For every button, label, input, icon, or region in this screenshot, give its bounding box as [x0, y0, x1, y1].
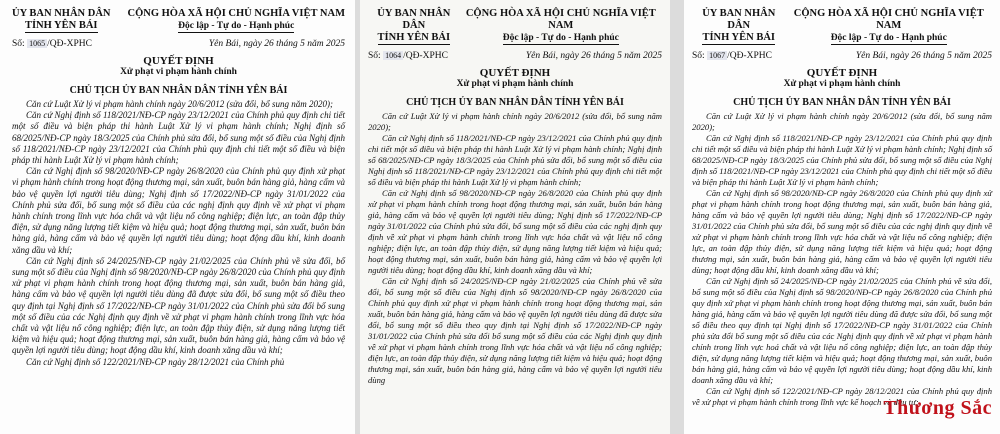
legal-basis-paragraph: Căn cứ Nghị định số 98/2020/NĐ-CP ngày 26/8/2020 của Chính phủ quy định xử phạt vi phạm hành chính trong hoạt động thương mại, sản xuất, buôn bán hàng giả, hàng cấm và bảo vệ quyền lợi người tiêu dùng; Nghị định số 17/2022/NĐ-CP ngày 31/01/2022 của Chính phủ sửa đổi, bổ sung một số điều của các nghị định quy định về xử phạt vi phạm hành chính trong lĩnh vực hóa chất và vật liệu nổ công nghiệp; điện lực, an toàn đập thủy điện, sử dụng năng lượng tiết kiệm và hiệu quả; hoạt động thương mại, sản xuất, buôn bán hàng giả, hàng cấm và bảo vệ quyền lợi người tiêu dùng; hoạt động dầu khí, kinh doanh xăng dầu và khí; [692, 188, 992, 275]
legal-basis-paragraph: Căn cứ Nghị định số 118/2021/NĐ-CP ngày 23/12/2021 của Chính phủ quy định chi tiết một số điều và biện pháp thi hành Luật Xử lý vi phạm hành chính; Nghị định số 68/2025/NĐ-CP ngày 18/3/2025 của Chính phủ sửa đổi, bổ sung một số điều của Nghị định số 118/2021/NĐ-CP ngày 23/12/2021 của Chính phủ quy định chi tiết một số điều và biện pháp thi hành Luật Xử lý vi phạm hành chính; [692, 133, 992, 187]
document-number [692, 51, 772, 61]
motto: Độc lập - Tự do - Hạnh phúc [502, 33, 619, 43]
legal-basis-paragraph: Căn cứ Nghị định số 98/2020/NĐ-CP ngày 26/8/2020 của Chính phủ quy định xử phạt vi phạm hành chính trong hoạt động thương mại, sản xuất, buôn bán hàng giả, hàng cấm và bảo vệ quyền lợi người tiêu dùng; Nghị định số 17/2022/NĐ-CP ngày 31/01/2022 của Chính phủ sửa đổi, bổ sung một số điều của các nghị định quy định về xử phạt vi phạm hành chính trong lĩnh vực hóa chất và vật liệu nổ công nghiệp; điện lực, an toàn đập thủy điện, sử dụng năng lượng tiết kiệm và hiệu quả; hoạt động thương mại, sản xuất, buôn bán hàng giả, hàng cấm và bảo vệ quyền lợi người tiêu dùng; hoạt động dầu khí, kinh doanh xăng dầu và khí; [12, 166, 345, 255]
so-suffix: /QĐ-XPHC [727, 51, 772, 61]
so-label: Số: [692, 51, 705, 61]
so-label: Số: [12, 39, 25, 49]
agency-block [692, 8, 786, 45]
so-suffix: /QĐ-XPHC [403, 51, 448, 61]
document-number [12, 39, 92, 49]
national-header [127, 8, 345, 33]
agency-line1: ỦY BAN NHÂN DÂN [12, 8, 111, 19]
document-subtitle: Xử phạt vi phạm hành chính [783, 79, 901, 89]
document-date: Yên Bái, ngày 26 tháng 5 năm 2025 [855, 51, 992, 61]
document-header [12, 8, 345, 33]
legal-basis-paragraph: Căn cứ Nghị định số 98/2020/NĐ-CP ngày 26/8/2020 của Chính phủ quy định xử phạt vi phạm hành chính trong hoạt động thương mại, sản xuất, buôn bán hàng giả, hàng cấm và bảo vệ quyền lợi người tiêu dùng; Nghị định số 17/2022/NĐ-CP ngày 31/01/2022 của Chính phủ sửa đổi, bổ sung một số điều của các nghị định quy định về xử phạt vi phạm hành chính trong lĩnh vực hóa chất và vật liệu nổ công nghiệp; điện lực, an toàn đập thủy điện, sử dụng năng lượng tiết kiệm và hiệu quả; hoạt động thương mại, sản xuất, buôn bán hàng giả, hàng cấm và bảo vệ quyền lợi người tiêu dùng; hoạt động dầu khí, kinh doanh xăng dầu và khí; [368, 188, 662, 275]
document-header [692, 8, 992, 45]
agency-line1: ỦY BAN NHÂN DÂN [377, 8, 451, 31]
document-subtitle: Xử phạt vi phạm hành chính [120, 67, 237, 77]
agency-block [368, 8, 460, 45]
document-title: QUYẾT ĐỊNH [806, 67, 878, 79]
motto: Độc lập - Tự do - Hạnh phúc [830, 33, 947, 43]
legal-basis-paragraph: Căn cứ Nghị định số 24/2025/NĐ-CP ngày 21/02/2025 của Chính phủ về sửa đổi, bổ sung một số điều của Nghị định số 98/2020/NĐ-CP ngày 26/8/2020 của Chính phủ quy định xử phạt vi phạm hành chính trong hoạt động thương mại, sản xuất, buôn bán hàng giả, hàng cấm và bảo vệ quyền lợi người tiêu dùng đã được sửa đổi, bổ sung một số điều theo quy định tại Nghị định số 17/2022/NĐ-CP ngày 31/01/2022 của Chính phủ sửa đổi bổ sung một số điều của các Nghị định quy định về xử phạt vi phạm hành chính trong lĩnh vực hóa chất và vật liệu nổ công nghiệp; điện lực, an toàn đập thủy điện, sử dụng năng lượng tiết kiệm và hiệu quả; hoạt động thương mại, sản xuất, buôn bán hàng giả, hàng cấm và bảo vệ quyền lợi người tiêu dùng; hoạt động dầu khí, kinh doanh xăng dầu và khí; [12, 255, 345, 356]
issuer-title: CHỦ TỊCH ỦY BAN NHÂN DÂN TỈNH YÊN BÁI [733, 97, 951, 108]
agency-line2: TỈNH YÊN BÁI [702, 32, 776, 43]
agency-line2: TỈNH YÊN BÁI [24, 20, 98, 31]
legal-basis-paragraph: Căn cứ Luật Xử lý vi phạm hành chính ngày 20/6/2012 (sửa đổi, bổ sung năm 2020); [26, 99, 333, 109]
issuer-title: CHỦ TỊCH ỦY BAN NHÂN DÂN TỈNH YÊN BÁI [69, 85, 288, 96]
document-header [368, 8, 662, 45]
document-date: Yên Bái, ngày 26 tháng 5 năm 2025 [208, 39, 345, 49]
legal-basis-paragraph: Căn cứ Nghị định số 24/2025/NĐ-CP ngày 21/02/2025 của Chính phủ về sửa đổi, bổ sung một số điều của Nghị định số 98/2020/NĐ-CP ngày 26/8/2020 của Chính phủ quy định xử phạt vi phạm hành chính trong hoạt động thương mại, sản xuất, buôn bán hàng giả, hàng cấm và bảo vệ quyền lợi người tiêu dùng đã được sửa đổi, bổ sung một số điều theo quy định tại Nghị định số 17/2022/NĐ-CP ngày 31/01/2022 của Chính phủ sửa đổi bổ sung một số điều của các Nghị định quy định về xử phạt vi phạm hành chính trong lĩnh vực hóa chất và vật liệu nổ công nghiệp; điện lực, an toàn đập thủy điện, sử dụng năng lượng tiết kiệm và hiệu quả; hoạt động thương mại, sản xuất, buôn bán hàng giả, hàng cấm và bảo vệ quyền lợi người tiêu dùng [368, 276, 662, 385]
document-meta [692, 51, 992, 61]
decision-document-1067 [684, 0, 1000, 434]
legal-basis-paragraph: Căn cứ Nghị định số 118/2021/NĐ-CP ngày 23/12/2021 của Chính phủ quy định chi tiết một số điều và biện pháp thi hành Luật Xử lý vi phạm hành chính; Nghị định số 68/2025/NĐ-CP ngày 18/3/2025 của Chính phủ sửa đổi, bổ sung một số điều của Nghị định số 118/2021/NĐ-CP ngày 23/12/2021 của Chính phủ quy định chi tiết một số điều và biện pháp thi hành Luật Xử lý vi phạm hành chính; [368, 133, 662, 187]
legal-basis-paragraph: Căn cứ Luật Xử lý vi phạm hành chính ngày 20/6/2012 (sửa đổi, bổ sung năm 2020); [368, 111, 662, 132]
decision-document-1065 [0, 0, 355, 434]
so-number: 1067 [709, 51, 726, 60]
so-label: Số: [368, 51, 381, 61]
document-number [368, 51, 448, 61]
agency-line2: TỈNH YÊN BÁI [377, 32, 451, 43]
national-header [786, 8, 993, 45]
decision-document-1064 [360, 0, 670, 434]
so-number: 1064 [385, 51, 402, 60]
issuer-title: CHỦ TỊCH ỦY BAN NHÂN DÂN TỈNH YÊN BÁI [406, 97, 624, 108]
legal-basis-paragraph: Căn cứ Nghị định số 122/2021/NĐ-CP ngày 28/12/2021 của Chính phủ [26, 356, 285, 367]
document-title: QUYẾT ĐỊNH [479, 67, 551, 79]
agency-block [12, 8, 110, 33]
so-number: 1065 [29, 39, 46, 48]
watermark-logo: Thương Sắc [883, 397, 992, 419]
republic-title: CỘNG HÒA XÃ HỘI CHỦ NGHĨA VIỆT NAM [127, 8, 345, 19]
document-meta [12, 39, 345, 49]
national-header [460, 8, 662, 45]
document-date: Yên Bái, ngày 26 tháng 5 năm 2025 [525, 51, 662, 61]
legal-basis-paragraph: Căn cứ Nghị định số 122/2021/NĐ-CP ngày 28/12/2021 của Chính phủ quy định về xử phạt vi phạm hành chính trong lĩnh vực kế hoạch và đầu tư; [692, 386, 992, 407]
document-meta [368, 51, 662, 61]
republic-title: CỘNG HÒA XÃ HỘI CHỦ NGHĨA VIỆT NAM [465, 8, 656, 31]
document-subtitle: Xử phạt vi phạm hành chính [456, 79, 574, 89]
motto: Độc lập - Tự do - Hạnh phúc [178, 21, 295, 31]
legal-basis-paragraph: Căn cứ Nghị định số 118/2021/NĐ-CP ngày 23/12/2021 của Chính phủ quy định chi tiết một số điều và biện pháp thi hành Luật Xử lý vi phạm hành chính; Nghị định số 68/2025/NĐ-CP ngày 18/3/2025 của Chính phủ sửa đổi, bổ sung một số điều của Nghị định số 118/2021/NĐ-CP ngày 23/12/2021 của Chính phủ quy định chi tiết một số điều và biện pháp thi hành Luật Xử lý vi phạm hành chính; [12, 110, 345, 166]
agency-line1: ỦY BAN NHÂN DÂN [702, 8, 776, 31]
legal-basis-paragraph: Căn cứ Luật Xử lý vi phạm hành chính ngày 20/6/2012 (sửa đổi, bổ sung năm 2020); [692, 111, 992, 132]
document-title: QUYẾT ĐỊNH [143, 55, 214, 67]
so-suffix: /QĐ-XPHC [47, 39, 92, 49]
republic-title: CỘNG HÒA XÃ HỘI CHỦ NGHĨA VIỆT NAM [793, 8, 984, 31]
legal-basis-paragraph: Căn cứ Nghị định số 24/2025/NĐ-CP ngày 21/02/2025 của Chính phủ về sửa đổi, bổ sung một số điều của Nghị định số 98/2020/NĐ-CP ngày 26/8/2020 của Chính phủ quy định xử phạt vi phạm hành chính trong hoạt động thương mại, sản xuất, buôn bán hàng giả, hàng cấm và bảo vệ quyền lợi người tiêu dùng đã được sửa đổi, bổ sung một số điều theo quy định tại Nghị định số 17/2022/NĐ-CP ngày 31/01/2022 của Chính phủ sửa đổi bổ sung một số điều của các Nghị định quy định về xử phạt vi phạm hành chính trong lĩnh vực hoá chất và vật liệu nổ công nghiệp; điện lực, an toàn đập thủy điện, sử dụng năng lượng tiết kiệm và hiệu quả; hoạt động thương mại, sản xuất, buôn bán hàng giả, hàng cấm và bảo vệ quyền lợi người tiêu dùng; hoạt động dầu khí, kinh doanh xăng dầu và khí; [692, 276, 992, 385]
